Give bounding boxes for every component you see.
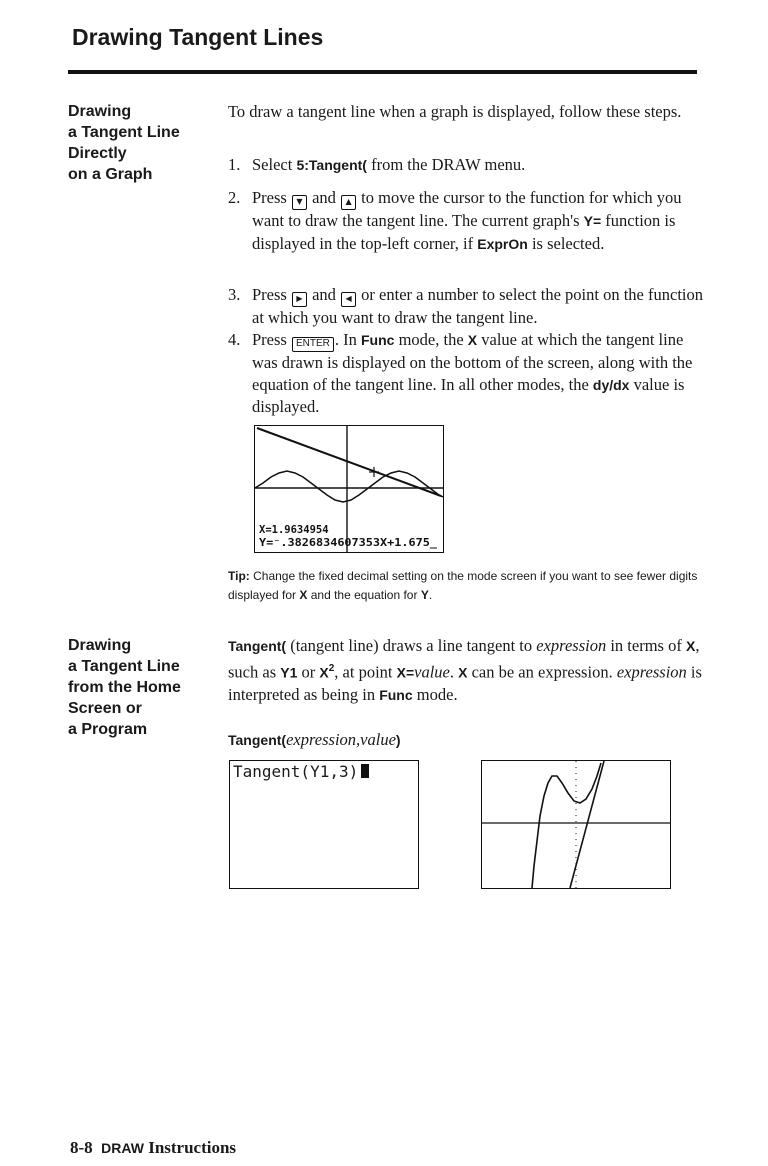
side-heading-line: a Program [68, 721, 148, 738]
enter-key-icon: ENTER [292, 337, 334, 352]
step-number: 2. [228, 188, 241, 207]
side-heading-line: a Tangent Line [68, 124, 180, 141]
step-number: 3. [228, 285, 241, 304]
title-rule [68, 70, 697, 74]
step-4: 4. Press ENTER . In Func mode, the X value at which the tangent line was drawn is displayed on the bottom of the screen, along with the equation of the tangent line. In all other modes, the dy/dx value is displayed. [228, 330, 693, 416]
step-number: 4. [228, 330, 241, 349]
side-heading-line: Screen or [68, 700, 142, 717]
tangent-equation-readout: Y=⁻.3826834607353X+1.675_ [259, 537, 438, 549]
function-curve [532, 763, 601, 888]
side-heading-line: Directly [68, 145, 127, 162]
up-arrow-key-icon: ▲ [341, 195, 356, 210]
step-1: 1. Select 5:Tangent( from the DRAW menu. [228, 155, 526, 174]
cursor-block-icon [361, 764, 369, 778]
cubic-graph-screen [481, 760, 671, 889]
menu-item-ref: 5:Tangent( [296, 157, 367, 173]
section1-intro: To draw a tangent line when a graph is displayed, follow these steps. [228, 102, 682, 121]
tangent-graph-screen [254, 425, 444, 553]
tip-label: Tip: [228, 569, 250, 583]
tip-note: Tip: Change the fixed decimal setting on the mode screen if you want to see fewer digits displayed for X and the equation for Y. [228, 569, 698, 602]
page-number: 8-8 [70, 1138, 93, 1157]
section1-side-heading [68, 101, 180, 185]
left-arrow-key-icon: ◀ [341, 292, 356, 307]
right-arrow-key-icon: ▶ [292, 292, 307, 307]
side-heading-line: Drawing [68, 103, 132, 120]
page-footer: 8-8 DRAW Instructions [70, 1138, 237, 1157]
page-title: Drawing Tangent Lines [72, 24, 324, 50]
step-3: 3. Press ▶ and ◀ or enter a number to select the point on the function at which you want to draw the tangent line. [228, 285, 703, 327]
cubic-graph [482, 761, 670, 888]
tangent-line [570, 761, 604, 888]
syntax-line: Tangent(expression,value) [228, 730, 401, 749]
x-value-readout: X=1.9634954 [259, 524, 329, 536]
step-number: 1. [228, 155, 241, 174]
down-arrow-key-icon: ▼ [292, 195, 307, 210]
home-screen [229, 760, 419, 889]
side-heading-line: on a Graph [68, 166, 153, 183]
home-screen-entry: Tangent(Y1,3) [230, 761, 418, 783]
side-heading-line: Drawing [68, 637, 132, 654]
step-2: 2. Press ▼ and ▲ to move the cursor to the function for which you want to draw the tangent line. The current graph's Y= function is displayed in the top-left corner, if ExprOn is selected. [228, 188, 682, 253]
section2-side-heading [68, 635, 181, 740]
tangent-graph [255, 426, 443, 552]
section2-description: Tangent( (tangent line) draws a line tangent to expression in terms of X, such as Y1 or $X^2$, at point X=value. X can be an expression. expression is interpreted as being in Func mode. [228, 636, 702, 704]
side-heading-line: a Tangent Line [68, 658, 180, 675]
side-heading-line: from the Home [68, 679, 181, 696]
tangent-line [257, 428, 441, 496]
cursor-cross-icon [369, 467, 379, 477]
